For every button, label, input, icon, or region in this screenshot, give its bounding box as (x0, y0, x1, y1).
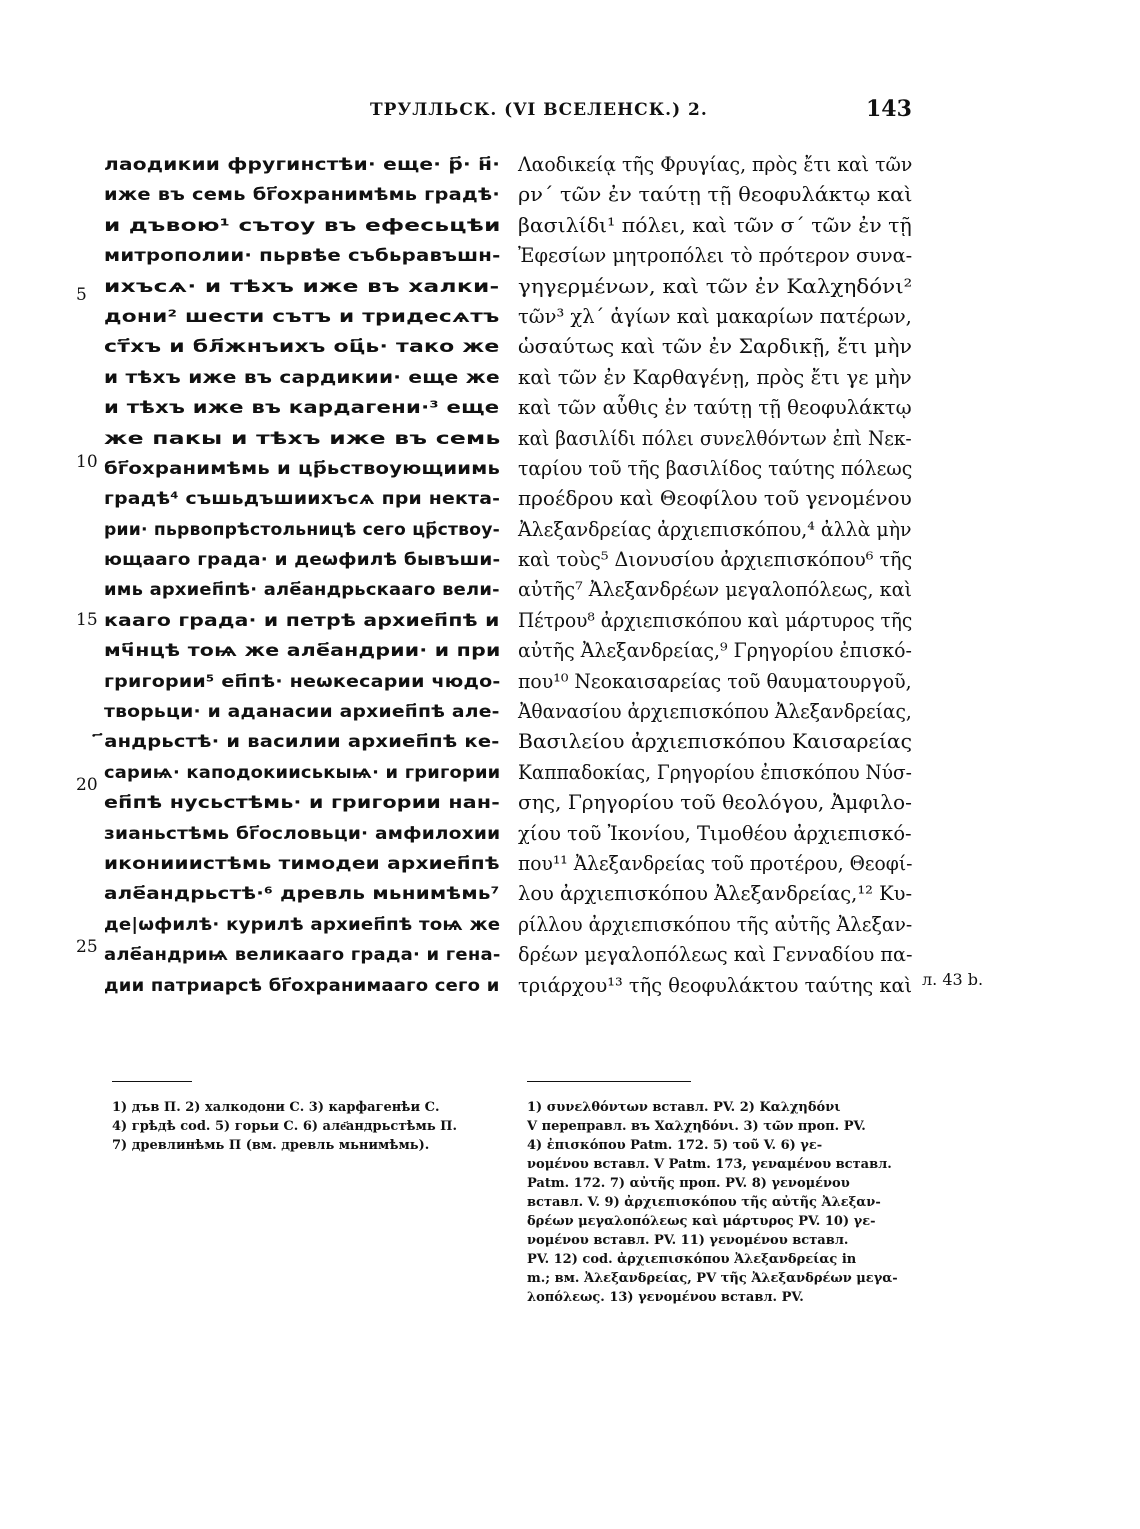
greek-column (518, 150, 912, 1001)
slavonic-line: дони² шести сътъ и тридесѧтъ (104, 306, 500, 327)
slavonic-line: творьци· и аданасии архиеп҃пѣ але- (104, 702, 500, 723)
running-head: ТРУЛЛЬСК. (VI ВСЕЛЕНСК.) 2. (370, 100, 708, 120)
slavonic-line: кааго града· и петрѣ архиеп҃пѣ и (104, 610, 500, 631)
greek-line: Καππαδοκίας, Γρηγορίου ἐπισκόπου Νύσ- (518, 760, 912, 784)
footnote-line: λοπόλεως. 13) γενομένου вставл. PV. (527, 1290, 804, 1305)
slavonic-line: ихъсѧ· и тѣхъ иже въ халки- (104, 276, 500, 297)
greek-line: γηγερμένων, καὶ τῶν ἐν Καλχηδόνι² (518, 274, 913, 298)
slavonic-line: рии· пьрвопрѣстольницѣ сего цр҃ствоу- (104, 519, 500, 540)
greek-line: Λαοδικείᾳ τῆς Φρυγίας, πρὸς ἔτι καὶ τῶν (518, 153, 913, 176)
greek-line: ρν΄ τῶν ἐν ταύτῃ τῇ θεοφυλάκτῳ καὶ (518, 183, 913, 207)
footnote-line: вставл. V. 9) ἀρχιεπισκόπου τῆς αὐτῆς Ἀλεξαν- (527, 1195, 881, 1210)
greek-line: αὐτῆς⁷ Ἀλεξανδρέων μεγαλοπόλεως, καὶ (518, 578, 912, 602)
page-number: 143 (866, 96, 912, 122)
footnote-line: 7) древлинѣмь П (вм. древль мьнимѣмь). (112, 1138, 430, 1153)
slavonic-line: зианьстѣмь бг҃ословьци· амфилохии (104, 823, 501, 844)
greek-line: Ἐφεσίων μητροπόλει τὸ πρότερον συνα- (518, 244, 913, 268)
slavonic-line: дии патриарсѣ бг҃охранимааго сего и (104, 975, 500, 996)
greek-line: καὶ βασιλίδι πόλει συνελθόντων ἐπὶ Νεκ- (518, 426, 912, 450)
slavonic-line: григории⁵ еп҃пѣ· неѡкесарии чюдо- (104, 671, 501, 692)
footnotes-slavonic (112, 1098, 504, 1155)
greek-line: Βασιλείου ἀρχιεπισκόπου Καισαρείας (518, 730, 913, 754)
greek-line: καὶ τῶν ἐν Καρθαγένῃ, πρὸς ἔτι γε μὴν (518, 365, 912, 389)
slavonic-line: иже въ семь бг҃охранимѣмь градѣ· (104, 185, 500, 206)
greek-line: αὐτῆς Ἀλεξανδρείας,⁹ Γρηγορίου ἐπισκό- (518, 639, 912, 663)
slavonic-line: градѣ⁴ съшьдъшиихъсѧ при некта- (104, 489, 501, 510)
footnote-rule-left (112, 1081, 192, 1082)
slavonic-line: бг҃охранимѣмь и цр҃ьствоующиимь (104, 458, 501, 479)
footnotes-greek (527, 1098, 917, 1307)
slavonic-line: и тѣхъ иже въ кардагени·³ еще (104, 398, 500, 419)
greek-line: σης, Γρηγορίου τοῦ θεολόγου, Ἀμφιλο- (518, 791, 912, 815)
line-number: 5 (76, 285, 87, 305)
footnote-rule-right (527, 1081, 691, 1082)
greek-line: τῶν³ χλ΄ ἁγίων καὶ μακαρίων πατέρων, (518, 304, 912, 328)
line-number: 10 (76, 452, 98, 472)
greek-line: δρέων μεγαλοπόλεως καὶ Γενναδίου πα- (518, 943, 913, 967)
line-number: 25 (76, 937, 98, 957)
footnote-line: νομένου вставл. V Patm. 173, γεναμένου вставл. (527, 1157, 892, 1172)
slavonic-line: лаодикии фругинстѣи· еще· р҃· н҃· (104, 155, 501, 175)
greek-line: Πέτρου⁸ ἀρχιεπισκόπου καὶ μάρτυρος τῆς (518, 608, 913, 632)
slavonic-line: иконииистѣмь тимодеи архиеп҃пѣ (104, 853, 500, 874)
footnote-line: 1) συνελθόντων вставл. PV. 2) Καλχηδόνι (527, 1100, 841, 1115)
greek-line: λου ἀρχιεπισκόπου Ἀλεξανδρείας,¹² Κυ- (518, 882, 913, 906)
slavonic-line: митрополии· пьрвѣе събьравъшн- (104, 246, 501, 267)
slavonic-line: еп҃пѣ нусьстѣмь· и григории нан- (104, 793, 501, 814)
greek-line: ρίλλου ἀρχιεπισκόπου τῆς αὐτῆς Ἀλεξαν- (518, 912, 913, 936)
greek-line: προέδρου καὶ Θεοφίλου τοῦ γενομένου (518, 487, 912, 511)
slavonic-line: але҃андриѩ великааго града· и гена- (104, 945, 501, 966)
footnote-line: m.; вм. Ἀλεξανδρείας, PV τῆς Ἀλεξανδρέων μεγα- (527, 1271, 898, 1286)
slavonic-line: але҃андрьстѣ·⁶ древль мьнимѣмь⁷ (104, 884, 500, 905)
slavonic-line: де|ѡфилѣ· курилѣ архиеп҃пѣ тоѩ же (104, 914, 501, 935)
slavonic-line: имь архиеп҃пѣ· але҃андрьскааго вели- (104, 580, 500, 601)
greek-line: που¹¹ Ἀλεξανδρείας τοῦ προτέρου, Θεοφί- (518, 851, 913, 875)
greek-line: χίου τοῦ Ἰκονίου, Τιμοθέου ἀρχιεπισκό- (518, 821, 912, 845)
greek-line: ταρίου τοῦ τῆς βασιλίδος ταύτης πόλεως (518, 456, 913, 480)
slavonic-line: сариѩ· каподокииськыѩ· и григории (104, 762, 501, 783)
slavonic-line: мч҃нцѣ тоѩ же але҃андрии· и при (104, 641, 501, 662)
slavonic-line: ющааго града· и деѡфилѣ бывъши- (104, 550, 501, 571)
line-number: 15 (76, 610, 98, 630)
slavonic-column (104, 150, 500, 1001)
footnote-line: PV. 12) cod. ἀρχιεπισκόπου Ἀλεξανδρείας in (527, 1252, 857, 1267)
greek-line: Ἀλεξανδρείας ἀρχιεπισκόπου,⁴ ἀλλὰ μὴν (518, 517, 912, 541)
folio-margin-note: л. 43 b. (922, 970, 984, 989)
footnote-line: 4) грѣдѣ cod. 5) горьи С. 6) але҃андрьстѣмь П. (112, 1119, 457, 1134)
slavonic-line: ҃андрьстѣ· и василии архиеп҃пѣ ке- (104, 732, 500, 753)
footnote-line: 1) дъв П. 2) халкодони С. 3) карфагенѣи С. (112, 1100, 440, 1115)
footnote-line: νομένου вставл. PV. 11) γενομένου вставл. (527, 1233, 849, 1248)
line-number: 20 (76, 775, 98, 795)
greek-line: τριάρχου¹³ τῆς θεοφυλάκτου ταύτης καὶ (518, 973, 913, 997)
slavonic-line: и дъвою¹ сътоу въ ефесьцѣи (104, 215, 501, 236)
greek-line: Ἀθανασίου ἀρχιεπισκόπου Ἀλεξανδρείας, (518, 700, 912, 724)
slavonic-line: ст҃хъ и бл҃жнъихъ оц҃ь· тако же (104, 337, 500, 358)
greek-line: βασιλίδι¹ πόλει, καὶ τῶν σ΄ τῶν ἐν τῇ (518, 213, 912, 237)
greek-line: που¹⁰ Νεοκαισαρείας τοῦ θαυματουργοῦ, (518, 669, 912, 693)
greek-line: καὶ τοὺς⁵ Διονυσίου ἀρχιεπισκόπου⁶ τῆς (518, 548, 913, 572)
greek-line: καὶ τῶν αὖθις ἐν ταύτῃ τῇ θεοφυλάκτῳ (518, 396, 912, 420)
greek-line: ὡσαύτως καὶ τῶν ἐν Σαρδικῇ, ἔτι μὴν (518, 335, 912, 359)
footnote-line: V переправл. въ Χαλχηδόνι. 3) τῶν проп. PV. (527, 1119, 866, 1134)
footnote-line: 4) ἐπισκόπου Patm. 172. 5) τοῦ V. 6) γε- (527, 1138, 823, 1153)
slavonic-line: и тѣхъ иже въ сардикии· еще же (104, 367, 500, 388)
footnote-line: Patm. 172. 7) αὐτῆς проп. PV. 8) γενομένου (527, 1176, 850, 1191)
slavonic-line: же пакы и тѣхъ иже въ семь (104, 428, 501, 449)
footnote-line: δρέων μεγαλοπόλεως καὶ μάρτυρος PV. 10) γε- (527, 1214, 876, 1229)
